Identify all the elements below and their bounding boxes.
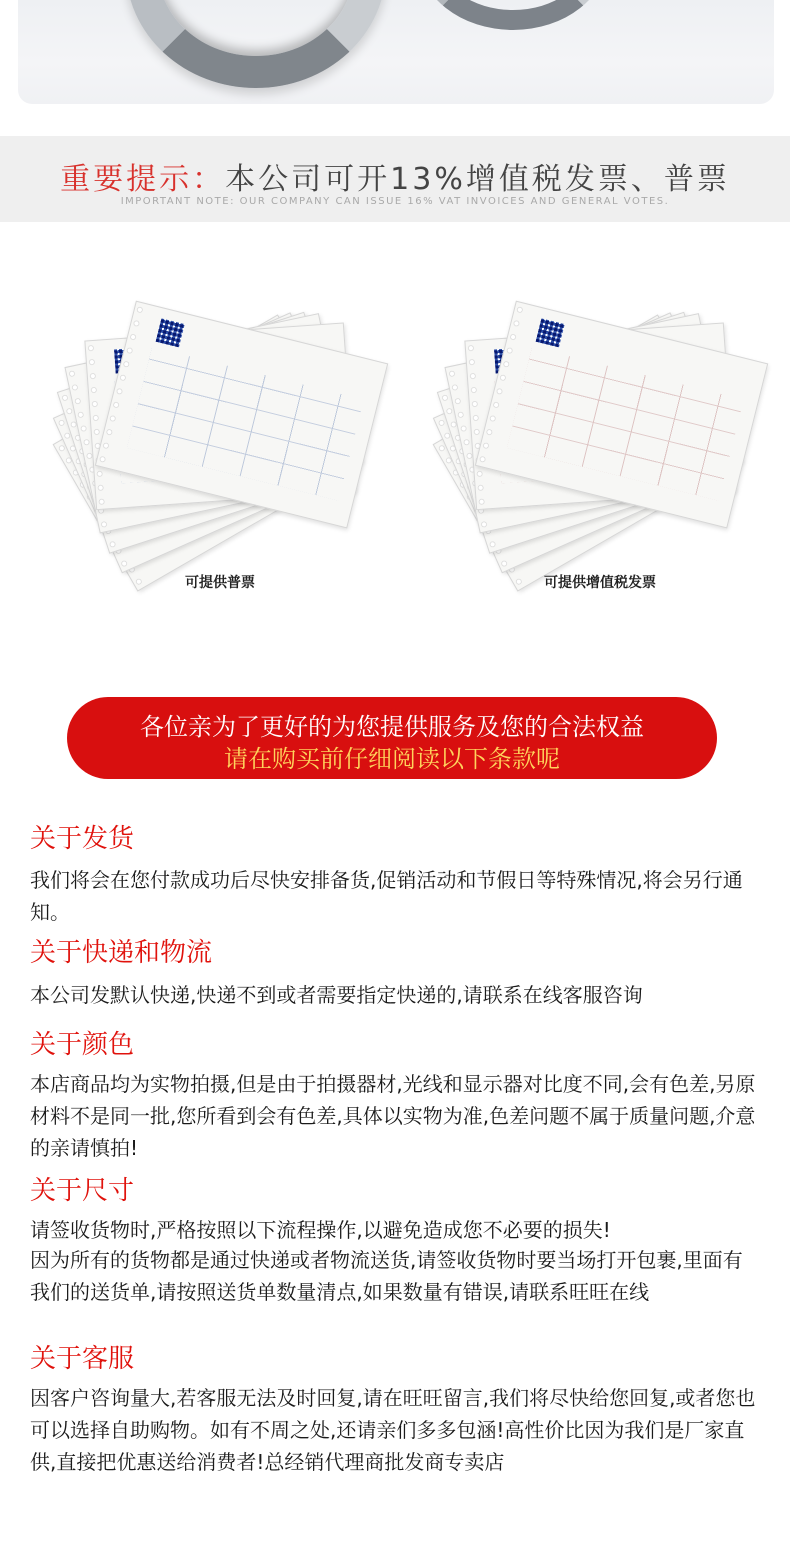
qr-code-icon [156,318,185,347]
banner-line-2: 请在购买前仔细阅读以下条款呢 [224,745,560,773]
notice-subtitle: IMPORTANT NOTE: OUR COMPANY CAN ISSUE 16% VAT INVOICES AND GENERAL VOTES. [120,196,670,207]
section-body-size-line1: 请签收货物时,严格按照以下流程操作,以避免造成您不必要的损失! [30,1218,611,1242]
qr-code-icon [536,318,565,347]
invoice-notice-banner [0,136,790,222]
section-body-color: 本店商品均为实物拍摄,但是由于拍摄器材,光线和显示器对比度不同,会有色差,另原材料不是同一批,您所看到会有色差,具体以实物为准,色差问题不属于质量问题,介意的亲请慎拍! [30,1072,756,1160]
banner-line-1: 各位亲为了更好的为您提供服务及您的合法权益 [140,713,644,741]
notice-label: 重要提示： [60,162,226,197]
section-title-size: 关于尺寸 [30,1176,135,1206]
section-body-logistics: 本公司发默认快递,快递不到或者需要指定快递的,请联系在线客服咨询 [30,983,643,1007]
section-body-size-line2: 因为所有的货物都是通过快递或者物流送货,请签收货物时要当场打开包裹,里面有我们的送货单,请按照送货单数量清点,如果数量有错误,请联系旺旺在线 [30,1248,743,1304]
terms-intro-banner [67,697,717,779]
product-photo [18,0,774,104]
section-title-color: 关于颜色 [30,1030,135,1060]
vat-invoice-caption: 可提供增值税发票 [544,575,656,591]
section-title-service: 关于客服 [30,1344,135,1374]
general-invoice-caption: 可提供普票 [185,575,255,591]
section-body-shipping: 我们将会在您付款成功后尽快安排备货,促销活动和节假日等特殊情况,将会另行通知。 [30,868,743,924]
steel-ring-image [126,0,386,88]
section-body-service: 因客户咨询量大,若客服无法及时回复,请在旺旺留言,我们将尽快给您回复,或者您也可以选择自助购物。如有不周之处,还请亲们多多包涵!高性价比因为我们是厂家直供,直接把优惠送给消费者!总经销代理商批发商专卖店 [30,1386,756,1474]
notice-headline [0,154,790,198]
section-title-logistics: 关于快递和物流 [30,938,213,968]
section-title-shipping: 关于发货 [30,824,135,854]
general-invoice-illustration [40,282,400,591]
steel-ring-image-small [418,0,608,30]
notice-text: 本公司可开13%增值税发票、普票 [225,162,730,197]
vat-invoice-illustration [420,282,780,591]
